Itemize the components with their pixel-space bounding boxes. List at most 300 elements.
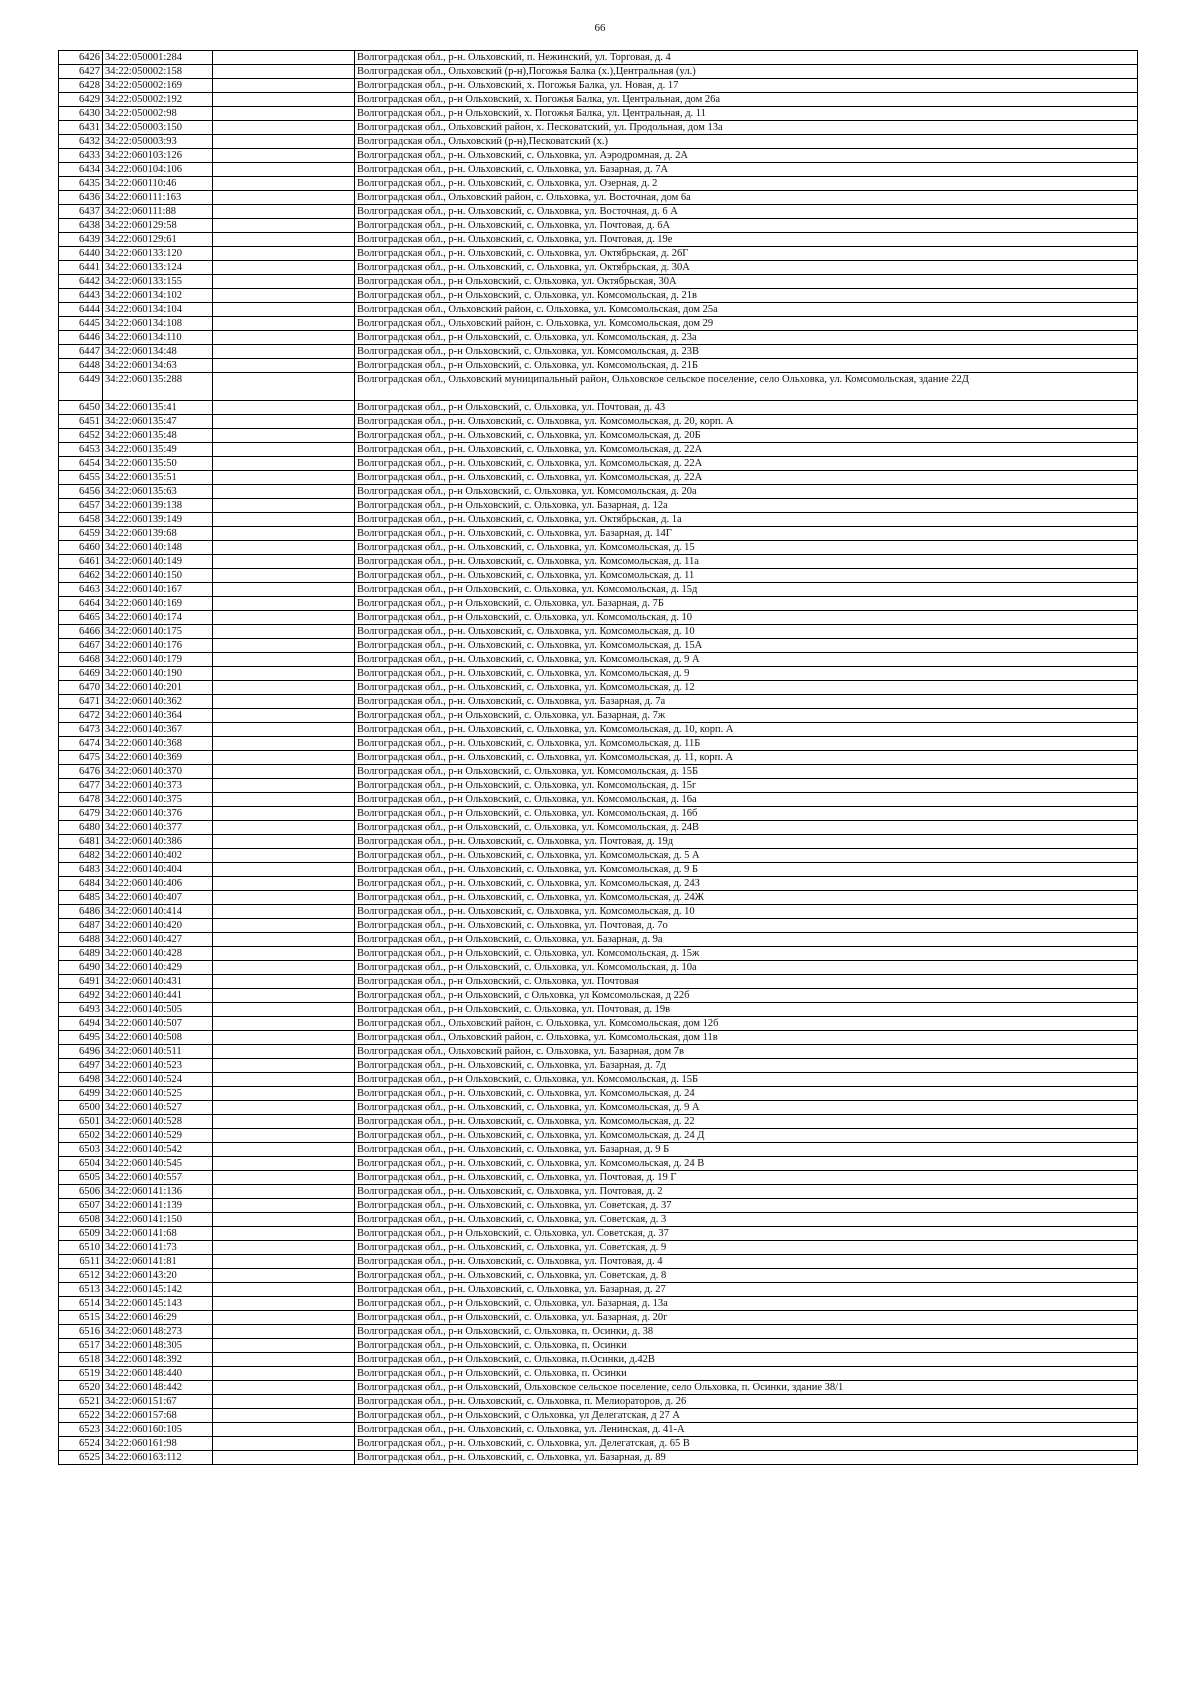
- table-row: [59, 737, 1138, 751]
- row-number-cell: 6445: [59, 317, 103, 331]
- address-cell: Волгоградская обл., р-н Ольховский, с. Ольховка, ул. Базарная, д. 9а: [355, 933, 1138, 947]
- empty-cell: [213, 961, 355, 975]
- cadastral-number-cell: 34:22:060140:169: [103, 597, 213, 611]
- row-number-cell: 6480: [59, 821, 103, 835]
- table-row: [59, 429, 1138, 443]
- cadastral-number-cell: 34:22:060140:175: [103, 625, 213, 639]
- empty-cell: [213, 765, 355, 779]
- cadastral-number-cell: 34:22:060140:414: [103, 905, 213, 919]
- address-cell: Волгоградская обл., р-н Ольховский, с. Ольховка, ул. Почтовая, д. 19в: [355, 1003, 1138, 1017]
- cadastral-number-cell: 34:22:060140:527: [103, 1101, 213, 1115]
- address-cell: Волгоградская обл., Ольховский район, с. Ольховка, ул. Комсомольская, дом 11в: [355, 1031, 1138, 1045]
- cadastral-number-cell: 34:22:060133:120: [103, 247, 213, 261]
- address-cell: Волгоградская обл., р-н. Ольховский, с. Ольховка, ул. Базарная, д. 14Г: [355, 527, 1138, 541]
- empty-cell: [213, 597, 355, 611]
- row-number-cell: 6462: [59, 569, 103, 583]
- row-number-cell: 6473: [59, 723, 103, 737]
- empty-cell: [213, 485, 355, 499]
- address-cell: Волгоградская обл., р-н Ольховский, х. Погожья Балка, ул. Центральная, д. 11: [355, 107, 1138, 121]
- empty-cell: [213, 1073, 355, 1087]
- table-row: [59, 121, 1138, 135]
- empty-cell: [213, 1213, 355, 1227]
- row-number-cell: 6519: [59, 1367, 103, 1381]
- address-cell: Волгоградская обл., р-н Ольховский, с. Ольховка, ул. Комсомольская, д. 15д: [355, 583, 1138, 597]
- row-number-cell: 6512: [59, 1269, 103, 1283]
- cadastral-number-cell: 34:22:050003:150: [103, 121, 213, 135]
- empty-cell: [213, 1255, 355, 1269]
- table-row: [59, 695, 1138, 709]
- cadastral-number-cell: 34:22:060140:441: [103, 989, 213, 1003]
- cadastral-number-cell: 34:22:060148:392: [103, 1353, 213, 1367]
- address-cell: Волгоградская обл., р-н Ольховский, с. Ольховка, п. Осинки, д. 38: [355, 1325, 1138, 1339]
- cadastral-number-cell: 34:22:060135:63: [103, 485, 213, 499]
- empty-cell: [213, 317, 355, 331]
- table-row: [59, 1451, 1138, 1465]
- empty-cell: [213, 751, 355, 765]
- cadastral-number-cell: 34:22:060133:124: [103, 261, 213, 275]
- row-number-cell: 6479: [59, 807, 103, 821]
- empty-cell: [213, 1353, 355, 1367]
- empty-cell: [213, 93, 355, 107]
- address-cell: Волгоградская обл., р-н Ольховский, с. Ольховка, п. Осинки: [355, 1367, 1138, 1381]
- row-number-cell: 6466: [59, 625, 103, 639]
- address-cell: Волгоградская обл., р-н. Ольховский, с. Ольховка, ул. Октябрьская, д. 1а: [355, 513, 1138, 527]
- address-cell: Волгоградская обл., р-н Ольховский, с. Ольховка, ул. Базарная, д. 7ж: [355, 709, 1138, 723]
- empty-cell: [213, 1003, 355, 1017]
- cadastral-number-cell: 34:22:060140:167: [103, 583, 213, 597]
- address-cell: Волгоградская обл., р-н. Ольховский, с. Ольховка, ул. Базарная, д. 9 Б: [355, 1143, 1138, 1157]
- address-cell: Волгоградская обл., р-н Ольховский, с. Ольховка, ул. Октябрьская, 30А: [355, 275, 1138, 289]
- empty-cell: [213, 219, 355, 233]
- row-number-cell: 6492: [59, 989, 103, 1003]
- empty-cell: [213, 135, 355, 149]
- address-cell: Волгоградская обл., р-н. Ольховский, с. Ольховка, ул. Комсомольская, д. 24: [355, 1087, 1138, 1101]
- address-cell: Волгоградская обл., р-н Ольховский, с Ольховка, ул Комсомольская, д 22б: [355, 989, 1138, 1003]
- row-number-cell: 6451: [59, 415, 103, 429]
- row-number-cell: 6491: [59, 975, 103, 989]
- cadastral-number-cell: 34:22:060135:48: [103, 429, 213, 443]
- cadastral-number-cell: 34:22:060134:48: [103, 345, 213, 359]
- table-row: [59, 709, 1138, 723]
- table-row: [59, 191, 1138, 205]
- address-cell: Волгоградская обл., р-н Ольховский, с. Ольховка, ул. Комсомольская, д. 23В: [355, 345, 1138, 359]
- address-cell: Волгоградская обл., р-н Ольховский, с. Ольховка, ул. Комсомольская, д. 16а: [355, 793, 1138, 807]
- empty-cell: [213, 793, 355, 807]
- cadastral-number-cell: 34:22:060140:201: [103, 681, 213, 695]
- table-row: [59, 303, 1138, 317]
- address-cell: Волгоградская обл., Ольховский район, х. Песковатский, ул. Продольная, дом 13а: [355, 121, 1138, 135]
- table-row: [59, 485, 1138, 499]
- address-cell: Волгоградская обл., р-н. Ольховский, с. Ольховка, ул. Комсомольская, д. 10, корп. А: [355, 723, 1138, 737]
- table-row: [59, 233, 1138, 247]
- empty-cell: [213, 149, 355, 163]
- table-row: [59, 1143, 1138, 1157]
- address-cell: Волгоградская обл., р-н. Ольховский, с. Ольховка, ул. Комсомольская, д. 20Б: [355, 429, 1138, 443]
- cadastral-number-cell: 34:22:060134:104: [103, 303, 213, 317]
- empty-cell: [213, 1101, 355, 1115]
- table-row: [59, 597, 1138, 611]
- table-row: [59, 317, 1138, 331]
- empty-cell: [213, 191, 355, 205]
- address-cell: Волгоградская обл., р-н Ольховский, с. Ольховка, ул. Почтовая, д. 43: [355, 401, 1138, 415]
- row-number-cell: 6488: [59, 933, 103, 947]
- address-cell: Волгоградская обл., р-н Ольховский, Ольховское сельское поселение, село Ольховка, п. Осинки, здание 38/1: [355, 1381, 1138, 1395]
- table-row: [59, 1213, 1138, 1227]
- address-cell: Волгоградская обл., р-н Ольховский, с. Ольховка, п.Осинки, д.42В: [355, 1353, 1138, 1367]
- row-number-cell: 6456: [59, 485, 103, 499]
- empty-cell: [213, 723, 355, 737]
- address-cell: Волгоградская обл., р-н. Ольховский, с. Ольховка, ул. Октябрьская, д. 26Г: [355, 247, 1138, 261]
- row-number-cell: 6450: [59, 401, 103, 415]
- table-row: [59, 219, 1138, 233]
- table-row: [59, 261, 1138, 275]
- row-number-cell: 6471: [59, 695, 103, 709]
- row-number-cell: 6495: [59, 1031, 103, 1045]
- address-cell: Волгоградская обл., р-н. Ольховский, с. Ольховка, ул. Базарная, д. 7а: [355, 695, 1138, 709]
- table-row: [59, 177, 1138, 191]
- cadastral-number-cell: 34:22:060148:273: [103, 1325, 213, 1339]
- cadastral-number-cell: 34:22:050001:284: [103, 51, 213, 65]
- cadastral-number-cell: 34:22:060140:420: [103, 919, 213, 933]
- address-cell: Волгоградская обл., р-н. Ольховский, с. Ольховка, ул. Почтовая, д. 4: [355, 1255, 1138, 1269]
- address-cell: Волгоградская обл., р-н. Ольховский, с. Ольховка, ул. Комсомольская, д. 22А: [355, 443, 1138, 457]
- empty-cell: [213, 65, 355, 79]
- empty-cell: [213, 1199, 355, 1213]
- empty-cell: [213, 429, 355, 443]
- table-row: [59, 65, 1138, 79]
- cadastral-number-cell: 34:22:060140:428: [103, 947, 213, 961]
- row-number-cell: 6482: [59, 849, 103, 863]
- cadastral-number-cell: 34:22:060140:402: [103, 849, 213, 863]
- row-number-cell: 6441: [59, 261, 103, 275]
- table-row: [59, 681, 1138, 695]
- table-row: [59, 1087, 1138, 1101]
- cadastral-number-cell: 34:22:060148:442: [103, 1381, 213, 1395]
- row-number-cell: 6446: [59, 331, 103, 345]
- row-number-cell: 6437: [59, 205, 103, 219]
- row-number-cell: 6489: [59, 947, 103, 961]
- row-number-cell: 6431: [59, 121, 103, 135]
- address-cell: Волгоградская обл., р-н. Ольховский, с. Ольховка, ул. Комсомольская, д. 15: [355, 541, 1138, 555]
- empty-cell: [213, 681, 355, 695]
- cadastral-number-cell: 34:22:060157:68: [103, 1409, 213, 1423]
- row-number-cell: 6501: [59, 1115, 103, 1129]
- address-cell: Волгоградская обл., р-н. Ольховский, с. Ольховка, ул. Комсомольская, д. 22А: [355, 471, 1138, 485]
- address-cell: Волгоградская обл., р-н Ольховский, с. Ольховка, ул. Комсомольская, д. 10: [355, 611, 1138, 625]
- address-cell: Волгоградская обл., р-н. Ольховский, с. Ольховка, ул. Восточная, д. 6 А: [355, 205, 1138, 219]
- cadastral-number-cell: 34:22:060140:427: [103, 933, 213, 947]
- empty-cell: [213, 275, 355, 289]
- cadastral-number-cell: 34:22:060139:138: [103, 499, 213, 513]
- address-cell: Волгоградская обл., р-н. Ольховский, с. Ольховка, ул. Комсомольская, д. 9 Б: [355, 863, 1138, 877]
- table-row: [59, 541, 1138, 555]
- row-number-cell: 6484: [59, 877, 103, 891]
- cadastral-number-cell: 34:22:060140:386: [103, 835, 213, 849]
- address-cell: Волгоградская обл., р-н. Ольховский, с. Ольховка, ул. Комсомольская, д. 10: [355, 625, 1138, 639]
- address-cell: Волгоградская обл., Ольховский (р-н),Погожья Балка (х.),Центральная (ул.): [355, 65, 1138, 79]
- table-row: [59, 1381, 1138, 1395]
- cadastral-number-cell: 34:22:060140:364: [103, 709, 213, 723]
- table-row: [59, 471, 1138, 485]
- cadastral-number-cell: 34:22:060140:545: [103, 1157, 213, 1171]
- cadastral-number-cell: 34:22:060141:139: [103, 1199, 213, 1213]
- empty-cell: [213, 639, 355, 653]
- empty-cell: [213, 1143, 355, 1157]
- cadastral-number-cell: 34:22:060140:524: [103, 1073, 213, 1087]
- row-number-cell: 6435: [59, 177, 103, 191]
- empty-cell: [213, 79, 355, 93]
- empty-cell: [213, 695, 355, 709]
- empty-cell: [213, 1451, 355, 1465]
- row-number-cell: 6464: [59, 597, 103, 611]
- cadastral-number-cell: 34:22:060140:376: [103, 807, 213, 821]
- table-row: [59, 583, 1138, 597]
- table-row: [59, 765, 1138, 779]
- table-row: [59, 989, 1138, 1003]
- row-number-cell: 6440: [59, 247, 103, 261]
- cadastral-number-cell: 34:22:060140:528: [103, 1115, 213, 1129]
- table-row: [59, 779, 1138, 793]
- row-number-cell: 6460: [59, 541, 103, 555]
- table-row: [59, 919, 1138, 933]
- table-row: [59, 1339, 1138, 1353]
- cadastral-number-cell: 34:22:060129:58: [103, 219, 213, 233]
- row-number-cell: 6457: [59, 499, 103, 513]
- cadastral-number-cell: 34:22:060140:542: [103, 1143, 213, 1157]
- cadastral-number-cell: 34:22:060140:429: [103, 961, 213, 975]
- row-number-cell: 6520: [59, 1381, 103, 1395]
- cadastral-number-cell: 34:22:060140:362: [103, 695, 213, 709]
- row-number-cell: 6469: [59, 667, 103, 681]
- empty-cell: [213, 457, 355, 471]
- cadastral-number-cell: 34:22:060111:88: [103, 205, 213, 219]
- table-row: [59, 933, 1138, 947]
- address-cell: Волгоградская обл., р-н. Ольховский, х. Погожья Балка, ул. Новая, д. 17: [355, 79, 1138, 93]
- cadastral-number-cell: 34:22:060134:110: [103, 331, 213, 345]
- address-cell: Волгоградская обл., р-н. Ольховский, с. Ольховка, ул. Озерная, д. 2: [355, 177, 1138, 191]
- empty-cell: [213, 247, 355, 261]
- table-row: [59, 1157, 1138, 1171]
- table-row: [59, 1059, 1138, 1073]
- empty-cell: [213, 1241, 355, 1255]
- cadastral-number-cell: 34:22:060111:163: [103, 191, 213, 205]
- empty-cell: [213, 989, 355, 1003]
- row-number-cell: 6525: [59, 1451, 103, 1465]
- empty-cell: [213, 1017, 355, 1031]
- empty-cell: [213, 1115, 355, 1129]
- empty-cell: [213, 821, 355, 835]
- empty-cell: [213, 205, 355, 219]
- cadastral-number-cell: 34:22:060135:51: [103, 471, 213, 485]
- table-row: [59, 653, 1138, 667]
- cadastral-number-cell: 34:22:060140:370: [103, 765, 213, 779]
- empty-cell: [213, 1031, 355, 1045]
- empty-cell: [213, 625, 355, 639]
- row-number-cell: 6515: [59, 1311, 103, 1325]
- address-cell: Волгоградская обл., Ольховский район, с. Ольховка, ул. Комсомольская, дом 25а: [355, 303, 1138, 317]
- empty-cell: [213, 1395, 355, 1409]
- address-cell: Волгоградская обл., р-н Ольховский, с. Ольховка, ул. Комсомольская, д. 15ж: [355, 947, 1138, 961]
- row-number-cell: 6493: [59, 1003, 103, 1017]
- address-cell: Волгоградская обл., р-н. Ольховский, с. Ольховка, ул. Комсомольская, д. 9: [355, 667, 1138, 681]
- table-row: [59, 1255, 1138, 1269]
- row-number-cell: 6455: [59, 471, 103, 485]
- cadastral-number-cell: 34:22:060140:404: [103, 863, 213, 877]
- table-row: [59, 947, 1138, 961]
- table-row: [59, 1311, 1138, 1325]
- table-row: [59, 975, 1138, 989]
- address-cell: Волгоградская обл., р-н Ольховский, с. Ольховка, п. Осинки: [355, 1339, 1138, 1353]
- table-row: [59, 359, 1138, 373]
- empty-cell: [213, 947, 355, 961]
- row-number-cell: 6439: [59, 233, 103, 247]
- empty-cell: [213, 1381, 355, 1395]
- row-number-cell: 6463: [59, 583, 103, 597]
- row-number-cell: 6487: [59, 919, 103, 933]
- address-cell: Волгоградская обл., р-н Ольховский, с. Ольховка, ул. Комсомольская, д. 23а: [355, 331, 1138, 345]
- cadastral-number-cell: 34:22:060141:68: [103, 1227, 213, 1241]
- row-number-cell: 6507: [59, 1199, 103, 1213]
- empty-cell: [213, 107, 355, 121]
- address-cell: Волгоградская обл., р-н Ольховский, с. Ольховка, ул. Почтовая: [355, 975, 1138, 989]
- empty-cell: [213, 877, 355, 891]
- empty-cell: [213, 611, 355, 625]
- empty-cell: [213, 233, 355, 247]
- row-number-cell: 6465: [59, 611, 103, 625]
- registry-table: [58, 50, 1138, 1465]
- table-row: [59, 625, 1138, 639]
- address-cell: Волгоградская обл., р-н. Ольховский, п. Нежинский, ул. Торговая, д. 4: [355, 51, 1138, 65]
- table-row: [59, 1003, 1138, 1017]
- cadastral-number-cell: 34:22:060140:529: [103, 1129, 213, 1143]
- table-row: [59, 723, 1138, 737]
- table-row: [59, 555, 1138, 569]
- address-cell: Волгоградская обл., р-н. Ольховский, с. Ольховка, ул. Почтовая, д. 19д: [355, 835, 1138, 849]
- address-cell: Волгоградская обл., р-н Ольховский, с. Ольховка, ул. Комсомольская, д. 20а: [355, 485, 1138, 499]
- table-row: [59, 401, 1138, 415]
- row-number-cell: 6468: [59, 653, 103, 667]
- empty-cell: [213, 1367, 355, 1381]
- row-number-cell: 6510: [59, 1241, 103, 1255]
- cadastral-number-cell: 34:22:060129:61: [103, 233, 213, 247]
- table-row: [59, 849, 1138, 863]
- row-number-cell: 6429: [59, 93, 103, 107]
- table-row: [59, 667, 1138, 681]
- table-row: [59, 863, 1138, 877]
- address-cell: Волгоградская обл., р-н. Ольховский, с. Ольховка, ул. Комсомольская, д. 15А: [355, 639, 1138, 653]
- empty-cell: [213, 513, 355, 527]
- address-cell: Волгоградская обл., р-н Ольховский, с. Ольховка, ул. Комсомольская, д. 21в: [355, 289, 1138, 303]
- row-number-cell: 6432: [59, 135, 103, 149]
- address-cell: Волгоградская обл., р-н. Ольховский, с. Ольховка, ул. Комсомольская, д. 22А: [355, 457, 1138, 471]
- row-number-cell: 6518: [59, 1353, 103, 1367]
- address-cell: Волгоградская обл., р-н. Ольховский, с. Ольховка, ул. Базарная, д. 7д: [355, 1059, 1138, 1073]
- table-row: [59, 1241, 1138, 1255]
- row-number-cell: 6430: [59, 107, 103, 121]
- address-cell: Волгоградская обл., р-н Ольховский, с Ольховка, ул Делегатская, д 27 А: [355, 1409, 1138, 1423]
- table-row: [59, 499, 1138, 513]
- cadastral-number-cell: 34:22:050002:192: [103, 93, 213, 107]
- cadastral-number-cell: 34:22:060141:150: [103, 1213, 213, 1227]
- row-number-cell: 6453: [59, 443, 103, 457]
- address-cell: Волгоградская обл., р-н. Ольховский, с. Ольховка, ул. Комсомольская, д. 9 А: [355, 653, 1138, 667]
- table-row: [59, 1101, 1138, 1115]
- table-row: [59, 373, 1138, 401]
- empty-cell: [213, 709, 355, 723]
- address-cell: Волгоградская обл., р-н Ольховский, с. Ольховка, ул. Комсомольская, д. 15г: [355, 779, 1138, 793]
- address-cell: Волгоградская обл., р-н Ольховский, х. Погожья Балка, ул. Центральная, дом 26а: [355, 93, 1138, 107]
- empty-cell: [213, 499, 355, 513]
- row-number-cell: 6448: [59, 359, 103, 373]
- cadastral-number-cell: 34:22:060145:142: [103, 1283, 213, 1297]
- empty-cell: [213, 1269, 355, 1283]
- cadastral-number-cell: 34:22:060140:174: [103, 611, 213, 625]
- row-number-cell: 6444: [59, 303, 103, 317]
- cadastral-number-cell: 34:22:060145:143: [103, 1297, 213, 1311]
- row-number-cell: 6486: [59, 905, 103, 919]
- row-number-cell: 6523: [59, 1423, 103, 1437]
- empty-cell: [213, 401, 355, 415]
- empty-cell: [213, 261, 355, 275]
- empty-cell: [213, 1045, 355, 1059]
- cadastral-number-cell: 34:22:060139:149: [103, 513, 213, 527]
- empty-cell: [213, 1311, 355, 1325]
- address-cell: Волгоградская обл., р-н. Ольховский, с. Ольховка, ул. Аэродромная, д. 2А: [355, 149, 1138, 163]
- address-cell: Волгоградская обл., р-н. Ольховский, с. Ольховка, ул. Комсомольская, д. 11а: [355, 555, 1138, 569]
- cadastral-number-cell: 34:22:060140:431: [103, 975, 213, 989]
- table-row: [59, 107, 1138, 121]
- row-number-cell: 6516: [59, 1325, 103, 1339]
- empty-cell: [213, 1297, 355, 1311]
- row-number-cell: 6483: [59, 863, 103, 877]
- table-row: [59, 415, 1138, 429]
- cadastral-number-cell: 34:22:060140:511: [103, 1045, 213, 1059]
- cadastral-number-cell: 34:22:050003:93: [103, 135, 213, 149]
- empty-cell: [213, 863, 355, 877]
- address-cell: Волгоградская обл., р-н. Ольховский, с. Ольховка, ул. Комсомольская, д. 11Б: [355, 737, 1138, 751]
- empty-cell: [213, 975, 355, 989]
- table-row: [59, 751, 1138, 765]
- cadastral-number-cell: 34:22:060140:373: [103, 779, 213, 793]
- address-cell: Волгоградская обл., р-н. Ольховский, с. Ольховка, п. Мелиораторов, д. 26: [355, 1395, 1138, 1409]
- address-cell: Волгоградская обл., р-н. Ольховский, с. Ольховка, ул. Октябрьская, д. 30А: [355, 261, 1138, 275]
- row-number-cell: 6499: [59, 1087, 103, 1101]
- table-row: [59, 1115, 1138, 1129]
- table-row: [59, 961, 1138, 975]
- cadastral-number-cell: 34:22:060140:377: [103, 821, 213, 835]
- empty-cell: [213, 359, 355, 373]
- row-number-cell: 6472: [59, 709, 103, 723]
- cadastral-number-cell: 34:22:060140:190: [103, 667, 213, 681]
- table-row: [59, 1185, 1138, 1199]
- address-cell: Волгоградская обл., р-н. Ольховский, с. Ольховка, ул. Базарная, д. 89: [355, 1451, 1138, 1465]
- address-cell: Волгоградская обл., р-н. Ольховский, с. Ольховка, ул. Советская, д. 3: [355, 1213, 1138, 1227]
- cadastral-number-cell: 34:22:060140:406: [103, 877, 213, 891]
- cadastral-number-cell: 34:22:060140:375: [103, 793, 213, 807]
- table-row: [59, 527, 1138, 541]
- address-cell: Волгоградская обл., р-н. Ольховский, с. Ольховка, ул. Делегатская, д. 65 В: [355, 1437, 1138, 1451]
- table-row: [59, 821, 1138, 835]
- row-number-cell: 6476: [59, 765, 103, 779]
- row-number-cell: 6474: [59, 737, 103, 751]
- cadastral-number-cell: 34:22:060134:102: [103, 289, 213, 303]
- address-cell: Волгоградская обл., р-н. Ольховский, с. Ольховка, ул. Почтовая, д. 2: [355, 1185, 1138, 1199]
- table-row: [59, 1129, 1138, 1143]
- row-number-cell: 6467: [59, 639, 103, 653]
- table-row: [59, 807, 1138, 821]
- table-row: [59, 1423, 1138, 1437]
- table-row: [59, 1325, 1138, 1339]
